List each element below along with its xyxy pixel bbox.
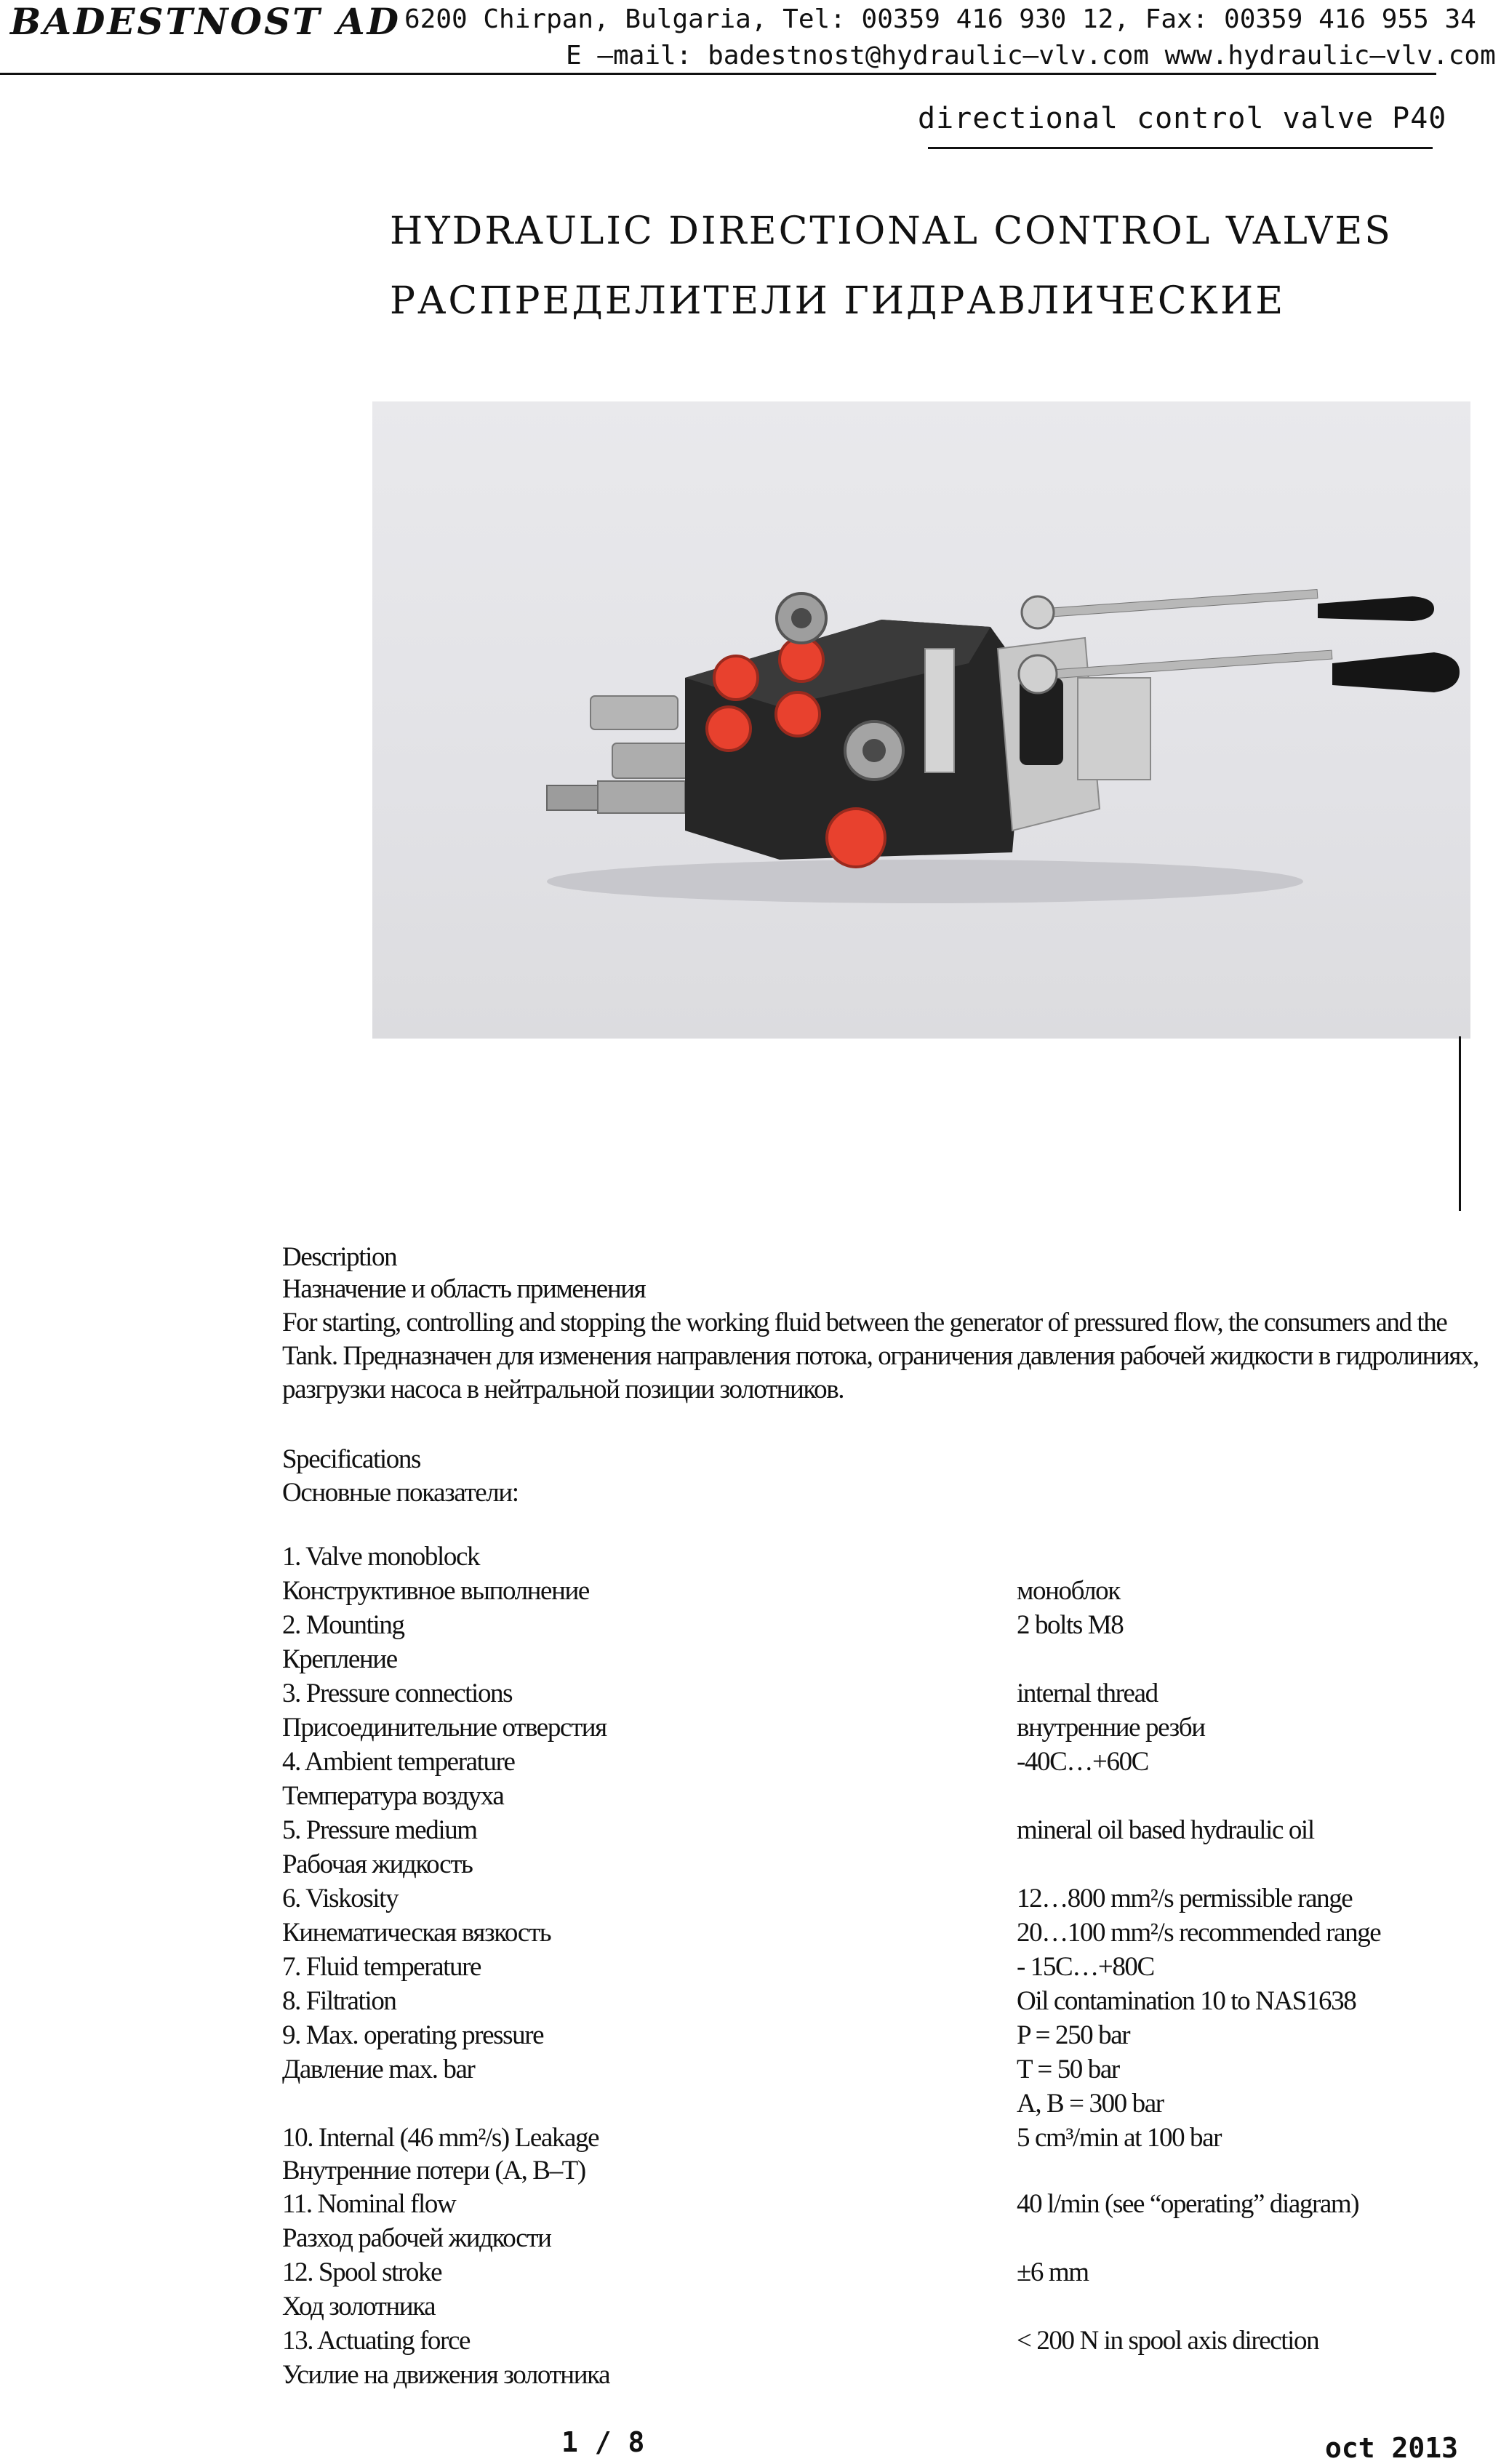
spec-value-filtration: Oil contamination 10 to NAS1638 bbox=[1017, 1986, 1356, 2016]
title-russian: РАСПРЕДЕЛИТЕЛИ ГИДРАВЛИЧЕСКИЕ bbox=[390, 279, 1286, 323]
spec-value-ambient-temp: -40C…+60C bbox=[1017, 1747, 1148, 1777]
spec-value-pressure-p: P = 250 bar bbox=[1017, 2020, 1130, 2050]
spec-value-nominal-flow: 40 l/min (see “operating” diagram) bbox=[1017, 2189, 1359, 2219]
port-red-3 bbox=[707, 707, 751, 751]
spec-value-medium: mineral oil based hydraulic oil bbox=[1017, 1815, 1314, 1845]
spec-label-medium: 5. Pressure medium bbox=[282, 1815, 477, 1845]
label-plate bbox=[925, 649, 954, 772]
product-photo bbox=[372, 401, 1470, 1039]
lever-pivot-1 bbox=[1022, 596, 1054, 628]
spec-value-leakage: 5 cm³/min at 100 bar bbox=[1017, 2123, 1222, 2153]
title-english: HYDRAULIC DIRECTIONAL CONTROL VALVES bbox=[390, 209, 1393, 253]
lever-knob-2 bbox=[1332, 652, 1460, 692]
spec-value-connections-ru: внутренние резби bbox=[1017, 1713, 1205, 1743]
spool-cap-upper bbox=[591, 696, 678, 729]
spec-label-leakage: 10. Internal (46 mm²/s) Leakage bbox=[282, 2123, 599, 2153]
spec-label-nominal-flow: 11. Nominal flow bbox=[282, 2189, 456, 2219]
metal-port-middle-hole bbox=[862, 739, 886, 762]
description-body: For starting, controlling and stopping the working fluid between the generator of pressured flow, the consumers and the Tank. Предназначен для изменения направления потока, ограничения давления рабочей жидкости в гидролиниях, разгрузки насоса в нейтральной позиции золотников. bbox=[282, 1308, 1478, 1404]
description-heading: Description bbox=[282, 1242, 397, 1272]
spec-value-actuating-force: < 200 N in spool axis direction bbox=[1017, 2326, 1319, 2356]
document-subtitle: directional control valve P40 bbox=[918, 102, 1447, 135]
spec-label-connections-ru: Присоединительние отверстия bbox=[282, 1713, 607, 1743]
spec-value-viscosity-permissible: 12…800 mm²/s permissible range bbox=[1017, 1884, 1353, 1913]
spec-label-actuating-force: 13. Actuating force bbox=[282, 2326, 471, 2356]
spec-value-pressure-t: T = 50 bar bbox=[1017, 2055, 1119, 2084]
spec-label-nominal-flow-ru: Разход рабочей жидкости bbox=[282, 2223, 551, 2253]
contact-line-phone: 6200 Chirpan, Bulgaria, Tel: 00359 416 930 12, Fax: 00359 416 955 34 bbox=[404, 4, 1476, 34]
description-heading-ru: Назначение и область применения bbox=[282, 1274, 646, 1304]
valve-illustration bbox=[372, 401, 1470, 1039]
shadow bbox=[547, 860, 1303, 903]
spec-label-actuating-force-ru: Усилие на движения золотника bbox=[282, 2360, 610, 2390]
spec-label-viscosity: 6. Viskosity bbox=[282, 1884, 399, 1913]
spec-label-valve-ru: Конструктивное выполнение bbox=[282, 1576, 589, 1606]
spec-label-max-pressure: 9. Max. operating pressure bbox=[282, 2020, 544, 2050]
lever-rod-1 bbox=[1041, 589, 1318, 617]
spec-label-fluid-temp: 7. Fluid temperature bbox=[282, 1952, 481, 1982]
spec-label-spool-stroke: 12. Spool stroke bbox=[282, 2257, 442, 2287]
subtitle-underline bbox=[928, 147, 1433, 149]
metal-port-top-hole bbox=[791, 608, 812, 628]
spec-value-mounting: 2 bolts M8 bbox=[1017, 1610, 1124, 1640]
port-red-1 bbox=[714, 656, 758, 700]
company-name: BADESTNOST AD bbox=[10, 0, 401, 43]
specifications-heading-ru: Основные показатели: bbox=[282, 1478, 519, 1508]
spec-value-connections: internal thread bbox=[1017, 1679, 1158, 1708]
contact-line-email: E —mail: badestnost@hydraulic—vlv.com www.hydraulic—vlv.com bbox=[566, 41, 1496, 71]
spec-label-leakage-ru: Внутренние потери (A, B–T) bbox=[282, 2156, 585, 2185]
spec-label-viscosity-ru: Кинематическая вязкость bbox=[282, 1918, 551, 1948]
spec-label-spool-stroke-ru: Ход золотника bbox=[282, 2292, 436, 2321]
spec-label-ambient-temp-ru: Температура воздуха bbox=[282, 1781, 504, 1811]
lever-pivot-2 bbox=[1019, 655, 1057, 693]
spec-label-connections: 3. Pressure connections bbox=[282, 1679, 513, 1708]
spec-label-ambient-temp: 4. Ambient temperature bbox=[282, 1747, 515, 1777]
spec-value-spool-stroke: ±6 mm bbox=[1017, 2257, 1089, 2287]
spec-label-medium-ru: Рабочая жидкость bbox=[282, 1849, 473, 1879]
spool-end bbox=[547, 785, 605, 810]
spec-label-max-pressure-ru: Давление max. bar bbox=[282, 2055, 475, 2084]
page-number: 1 / 8 bbox=[561, 2426, 645, 2458]
spec-value-monoblock: моноблок bbox=[1017, 1576, 1120, 1606]
header-divider bbox=[0, 73, 1436, 75]
port-red-4 bbox=[776, 692, 820, 736]
spool-nut bbox=[598, 781, 685, 813]
spec-label-mounting: 2. Mounting bbox=[282, 1610, 404, 1640]
spec-label-valve: 1. Valve monoblock bbox=[282, 1542, 480, 1572]
spec-value-fluid-temp: - 15C…+80C bbox=[1017, 1952, 1154, 1982]
spec-value-pressure-ab: A, B = 300 bar bbox=[1017, 2089, 1164, 2119]
spec-label-mounting-ru: Крепление bbox=[282, 1644, 397, 1674]
footer-date: oct 2013 bbox=[1325, 2432, 1459, 2464]
specifications-heading: Specifications bbox=[282, 1444, 421, 1474]
spec-value-viscosity-recommended: 20…100 mm²/s recommended range bbox=[1017, 1918, 1381, 1948]
vertical-rule bbox=[1459, 1036, 1461, 1211]
port-red-5 bbox=[827, 809, 885, 867]
lever-bracket bbox=[1078, 678, 1150, 780]
spec-label-filtration: 8. Filtration bbox=[282, 1986, 396, 2016]
lever-knob-1 bbox=[1318, 596, 1434, 621]
